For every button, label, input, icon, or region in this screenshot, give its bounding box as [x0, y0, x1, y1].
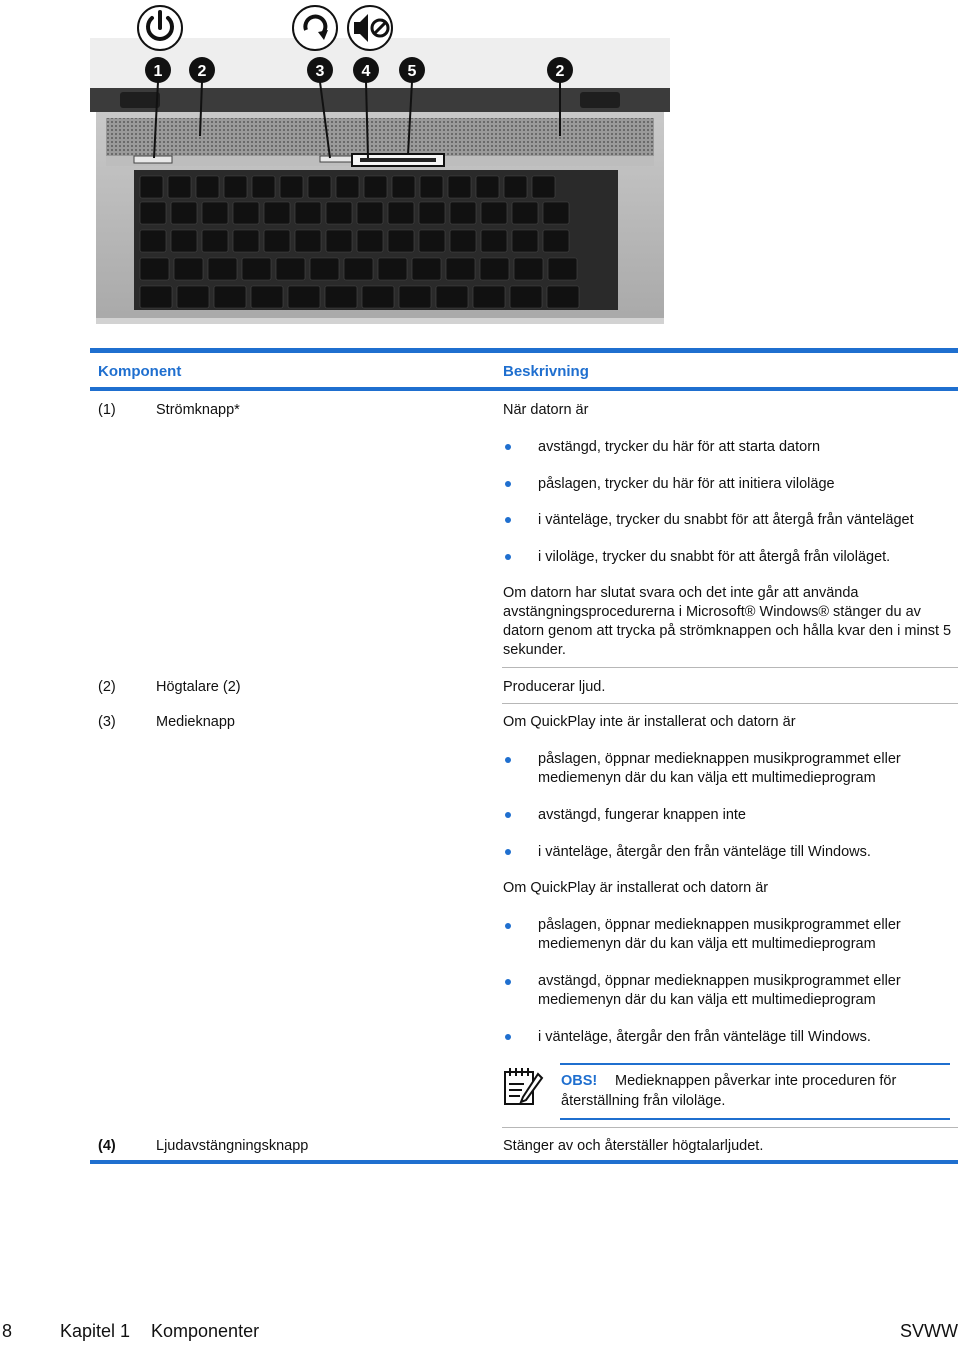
- callout-2: [189, 57, 215, 83]
- bullet-text: i vänteläge, återgår den från vänteläge till Windows.: [538, 844, 871, 860]
- bullet-text: avstängd, fungerar knappen inte: [538, 807, 746, 823]
- bullet-text: påslagen, öppnar medieknappen musikprogrammet eller: [538, 751, 901, 767]
- bullet-text: i vänteläge, återgår den från vänteläge till Windows.: [538, 1029, 871, 1045]
- bullet-text: påslagen, trycker du här för att initiera viloläge: [538, 476, 835, 492]
- bullet-text: mediemenyn där du kan välja ett multimedieprogram: [538, 770, 876, 786]
- bullet-icon: [505, 812, 511, 818]
- svg-text:3: 3: [315, 63, 325, 80]
- bullet-icon: [505, 554, 511, 560]
- bullet-text: mediemenyn där du kan välja ett multimedieprogram: [538, 992, 876, 1008]
- callout-5: [399, 57, 425, 83]
- component-name: Högtalare (2): [156, 679, 241, 695]
- quickplay-icon: [293, 6, 337, 50]
- svg-text:4: 4: [361, 63, 371, 80]
- bullet-icon: [505, 757, 511, 763]
- bullet-icon: [505, 1034, 511, 1040]
- header-component: Komponent: [98, 363, 182, 380]
- description-text: Producerar ljud.: [503, 679, 606, 695]
- description-text: Om QuickPlay är installerat och datorn är: [503, 880, 769, 896]
- description-text: Stänger av och återställer högtalarljudet.: [503, 1138, 764, 1154]
- header-description: Beskrivning: [503, 363, 589, 380]
- note-top-rule: [560, 1063, 950, 1065]
- row-number: (1): [98, 402, 116, 418]
- row-number: (4): [98, 1138, 116, 1154]
- row-divider: [502, 703, 958, 704]
- bullet-text: avstängd, öppnar medieknappen musikprogrammet eller: [538, 973, 901, 989]
- bullet-text: i viloläge, trycker du snabbt för att återgå från viloläget.: [538, 549, 891, 565]
- component-name: Strömknapp*: [156, 402, 240, 418]
- component-name: Ljudavstängningsknapp: [156, 1138, 309, 1154]
- bullet-text: mediemenyn där du kan välja ett multimedieprogram: [538, 936, 876, 952]
- note-text: återställning från viloläge.: [561, 1093, 726, 1109]
- row-number: (2): [98, 679, 116, 695]
- callout-3: [307, 57, 333, 83]
- callout-2b: [547, 57, 573, 83]
- note-label: OBS!: [561, 1073, 598, 1089]
- row-divider: [502, 667, 958, 668]
- description-text: Om QuickPlay inte är installerat och datorn är: [503, 714, 796, 730]
- power-icon: [138, 6, 182, 50]
- laptop-illustration: [90, 0, 670, 328]
- description-text: När datorn är: [503, 402, 589, 418]
- chapter-title: Komponenter: [151, 1321, 260, 1341]
- callout-1: [145, 57, 171, 83]
- bullet-icon: [505, 481, 511, 487]
- row-number: (3): [98, 714, 116, 730]
- bullet-text: i vänteläge, trycker du snabbt för att återgå från vänteläget: [538, 512, 914, 528]
- row-divider: [502, 1127, 958, 1128]
- description-paragraph: Om datorn har slutat svara och det inte går att använda avstängningsprocedurerna i Microsoft® Windows® stänger du av datorn genom att trycka på strömknappen och hålla kvar den i minst 5 sekunder.: [503, 585, 952, 658]
- component-name: Medieknapp: [156, 714, 235, 730]
- note-pad-icon: [502, 1066, 544, 1108]
- bullet-icon: [505, 444, 511, 450]
- bullet-icon: [505, 517, 511, 523]
- page-number: 8: [2, 1321, 13, 1341]
- document-code: SVWW: [900, 1321, 958, 1341]
- table-bottom-rule: [90, 1160, 958, 1164]
- bullet-text: avstängd, trycker du här för att starta datorn: [538, 439, 821, 455]
- bullet-icon: [505, 849, 511, 855]
- header-bottom-rule: [90, 387, 958, 391]
- mute-icon: [348, 6, 392, 50]
- table-top-rule: [90, 348, 958, 353]
- svg-text:1: 1: [153, 63, 163, 80]
- bullet-icon: [505, 923, 511, 929]
- note-text: Medieknappen påverkar inte proceduren för: [615, 1073, 897, 1089]
- bullet-text: påslagen, öppnar medieknappen musikprogrammet eller: [538, 917, 901, 933]
- chapter-label: Kapitel 1: [60, 1321, 131, 1341]
- svg-text:2: 2: [197, 63, 207, 80]
- note-bottom-rule: [560, 1118, 950, 1120]
- svg-text:2: 2: [555, 63, 565, 80]
- svg-text:5: 5: [407, 63, 417, 80]
- callout-4: [353, 57, 379, 83]
- bullet-icon: [505, 979, 511, 985]
